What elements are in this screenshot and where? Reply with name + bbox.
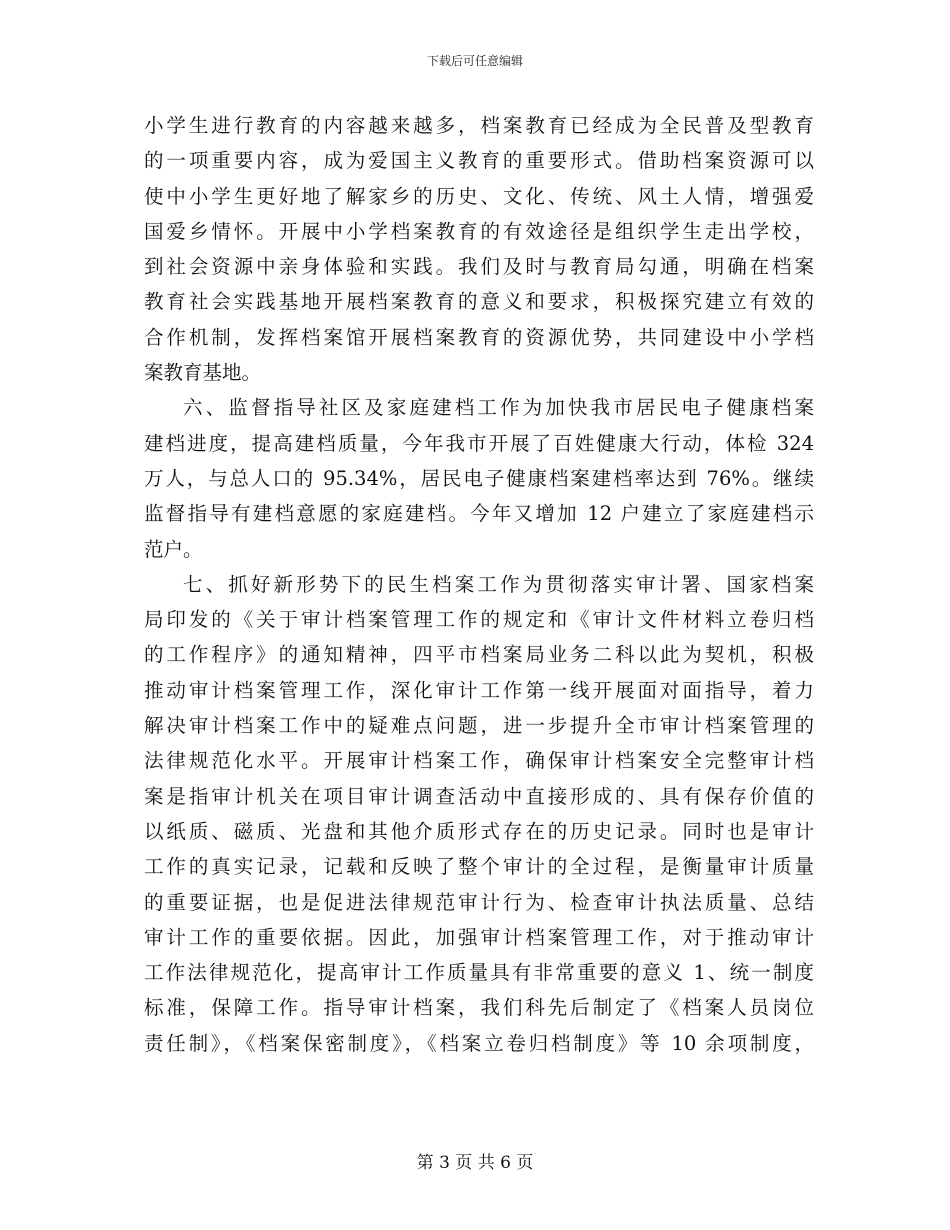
text-line: 的工作程序》的通知精神，四平市档案局业务二科以此为契机，积极 <box>144 643 814 667</box>
text-line: 工作法律规范化，提高审计工作质量具有非常重要的意义 1、统一制度 <box>144 961 814 985</box>
text-line: 教育社会实践基地开展档案教育的意义和要求，积极探究建立有效的 <box>144 290 814 314</box>
text-line: 万人，与总人口的 95.34%，居民电子健康档案建档率达到 76%。继续 <box>144 466 814 490</box>
text-line: 法律规范化水平。开展审计档案工作，确保审计档案安全完整审计档 <box>144 749 814 773</box>
text-line: 建档进度，提高建档质量，今年我市开展了百姓健康大行动，体检 324 <box>144 431 814 455</box>
text-line: 局印发的《关于审计档案管理工作的规定和《审计文件材料立卷归档 <box>144 608 814 632</box>
text-line: 小学生进行教育的内容越来越多，档案教育已经成为全民普及型教育 <box>144 114 814 137</box>
section-heading-line: 六、监督指导社区及家庭建档工作为加快我市居民电子健康档案 <box>183 396 814 420</box>
text-line: 使中小学生更好地了解家乡的历史、文化、传统、风土人情，增强爱 <box>144 184 814 208</box>
text-line: 案教育基地。 <box>144 361 262 385</box>
text-line: 合作机制，发挥档案馆开展档案教育的资源优势，共同建设中小学档 <box>144 325 814 349</box>
text-line: 解决审计档案工作中的疑难点问题，进一步提升全市审计档案管理的 <box>144 714 814 738</box>
document-body <box>144 108 814 1061</box>
section-heading-line: 七、抓好新形势下的民生档案工作为贯彻落实审计署、国家档案 <box>183 572 814 596</box>
text-line: 的一项重要内容，成为爱国主义教育的重要形式。借助档案资源可以 <box>144 149 814 173</box>
page-header: 下载后可任意编辑 <box>426 54 523 68</box>
text-line: 的重要证据，也是促进法律规范审计行为、检查审计执法质量、总结 <box>144 890 814 914</box>
text-line: 责任制》，《档案保密制度》，《档案立卷归档制度》等 10 余项制度， <box>144 1031 814 1055</box>
text-line: 案是指审计机关在项目审计调查活动中直接形成的、具有保存价值的 <box>144 784 814 808</box>
text-line: 推动审计档案管理工作，深化审计工作第一线开展面对面指导，着力 <box>144 678 814 702</box>
text-line: 工作的真实记录，记载和反映了整个审计的全过程，是衡量审计质量 <box>144 855 814 879</box>
page-number-footer: 第 3 页 共 6 页 <box>416 1153 534 1173</box>
text-line: 以纸质、磁质、光盘和其他介质形式存在的历史记录。同时也是审计 <box>144 819 814 843</box>
text-line: 监督指导有建档意愿的家庭建档。今年又增加 12 户建立了家庭建档示 <box>144 502 814 526</box>
text-line: 国爱乡情怀。开展中小学档案教育的有效途径是组织学生走出学校， <box>144 219 814 243</box>
text-line: 标准，保障工作。指导审计档案，我们科先后制定了《档案人员岗位 <box>144 996 814 1020</box>
text-line: 范户。 <box>144 537 203 561</box>
text-line: 审计工作的重要依据。因此，加强审计档案管理工作，对于推动审计 <box>144 925 814 949</box>
text-line: 到社会资源中亲身体验和实践。我们及时与教育局勾通，明确在档案 <box>144 255 814 279</box>
